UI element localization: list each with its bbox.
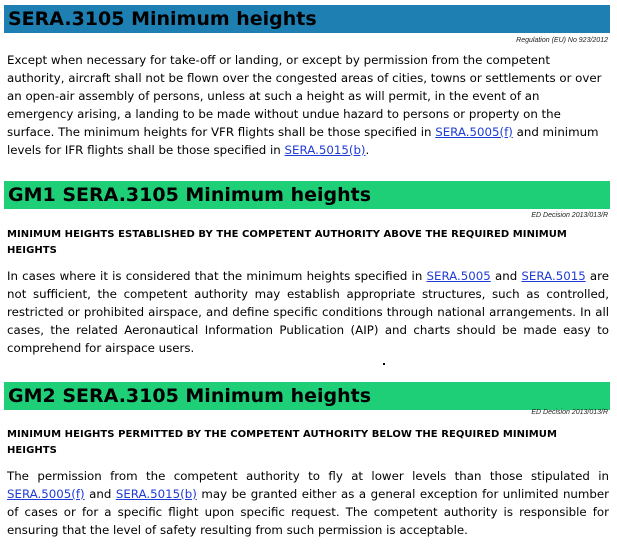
- link-sera-5015[interactable]: SERA.5015: [521, 269, 586, 283]
- sera-3105-text-1: Except when necessary for take-off or landing, or except by permission from the competent authority, aircraft shall not be flown over the congested areas of cities, towns or settlements or over an open-air assembly of persons, unless at such a height as will permit, in the event of an emergency arising, a landing to be made without undue hazard to persons or property on the surface. The minimum heights for VFR flights shall be those specified in: [7, 53, 602, 139]
- link-sera-5005[interactable]: SERA.5005: [426, 269, 491, 283]
- gm2-subheading: MINIMUM HEIGHTS PERMITTED BY THE COMPETENT AUTHORITY BELOW THE REQUIRED MINIMUM HEIGHTS: [7, 429, 557, 456]
- link-sera-5005f[interactable]: SERA.5005(f): [435, 125, 513, 139]
- gm2-text-3: may be granted either as a general exception for unlimited number of cases or for a specific flight upon specific request. The competent authority is responsible for ensuring that the level of safety resulting from such permission is acceptable.: [7, 487, 609, 537]
- reference-regulation: Regulation (EU) No 923/2012: [516, 37, 608, 44]
- sera-3105-text-3: .: [365, 143, 370, 157]
- link-sera-5005f-gm2[interactable]: SERA.5005(f): [7, 487, 85, 501]
- gm1-text-2: and: [490, 269, 522, 283]
- reference-ed-decision-gm1: ED Decision 2013/013/R: [531, 212, 608, 219]
- gm1-text-1: In cases where it is considered that the minimum heights specified in: [7, 269, 427, 283]
- gm2-text-1: The permission from the competent authority to fly at lower levels than those stipulated in: [7, 469, 609, 483]
- gm1-text-3: are not sufficient, the competent authority may establish appropriate structures, such as controlled, restricted or prohibited airspace, and define specific conditions through national arrangements. In all cases, the related Aeronautical Information Publication (AIP) and charts should be made easy to comprehend for airspace users.: [7, 269, 609, 355]
- reference-ed-decision-gm2: ED Decision 2013/013/R: [531, 409, 608, 416]
- link-sera-5015b-gm2[interactable]: SERA.5015(b): [115, 487, 197, 501]
- link-sera-5015b[interactable]: SERA.5015(b): [284, 143, 366, 157]
- heading-sera-3105: [4, 5, 610, 33]
- heading-gm2-text: GM2 SERA.3105 Minimum heights: [8, 385, 372, 407]
- stray-dot: [383, 363, 385, 365]
- heading-gm1-text: GM1 SERA.3105 Minimum heights: [8, 184, 372, 206]
- heading-sera-3105-text: SERA.3105 Minimum heights: [8, 8, 317, 30]
- heading-gm2-sera-3105: [4, 382, 610, 410]
- gm2-text-2: and: [84, 487, 116, 501]
- sera-3105-text-2: and minimum levels for IFR flights shall be those specified in: [7, 125, 599, 157]
- heading-gm1-sera-3105: [4, 181, 610, 209]
- gm1-subheading: MINIMUM HEIGHTS ESTABLISHED BY THE COMPETENT AUTHORITY ABOVE THE REQUIRED MINIMUM HEIGHTS: [7, 229, 567, 256]
- gm1-body: [7, 267, 609, 357]
- sera-3105-body: [7, 51, 609, 159]
- gm2-body: [7, 467, 609, 539]
